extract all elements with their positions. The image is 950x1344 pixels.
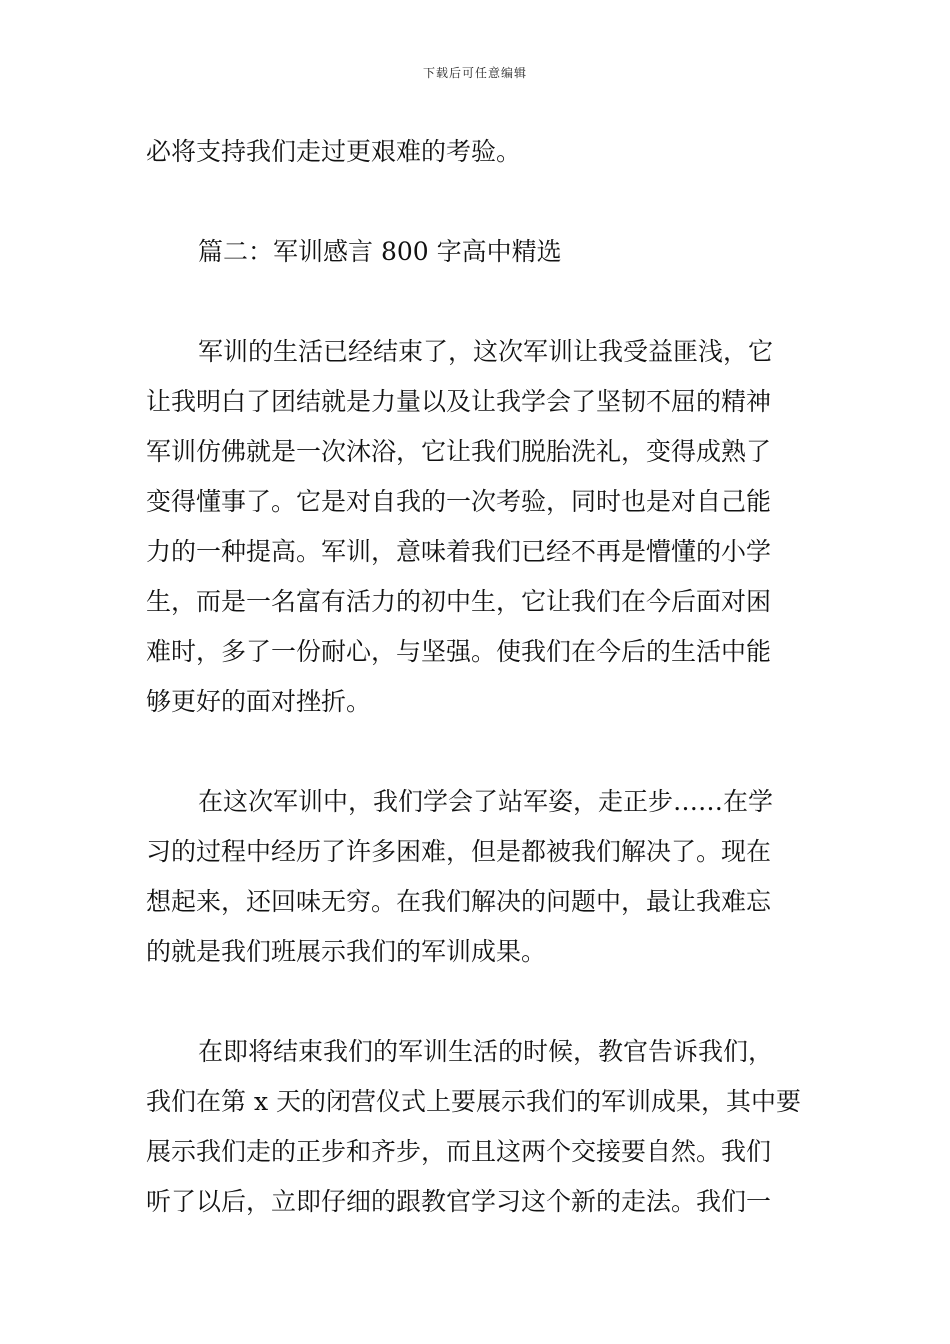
document-body — [146, 127, 810, 1227]
paragraph-gap — [146, 727, 810, 777]
text-line: 军训仿佛就是一次沐浴，它让我们脱胎洗礼，变得成熟了 — [146, 437, 772, 466]
text-line: 必将支持我们走过更艰难的考验。 — [146, 137, 522, 166]
text-line: 想起来，还回味无穷。在我们解决的问题中，最让我难忘 — [146, 887, 772, 916]
text-line: 够更好的面对挫折。 — [146, 687, 372, 716]
text-line: 的就是我们班展示我们的军训成果。 — [146, 937, 547, 966]
text-line: 在即将结束我们的军训生活的时候，教官告诉我们， — [198, 1037, 774, 1066]
paragraph-gap — [146, 977, 810, 1027]
text-line: 让我明白了团结就是力量以及让我学会了坚韧不屈的精神 — [146, 387, 772, 416]
text-line: 力的一种提高。军训，意味着我们已经不再是懵懂的小学 — [146, 537, 772, 566]
text-line: 展示我们走的正步和齐步，而且这两个交接要自然。我们 — [146, 1137, 772, 1166]
paragraph-gap — [146, 277, 810, 327]
section-heading: 篇二：军训感言 800 字高中精选 — [198, 237, 562, 266]
text-line: 听了以后，立即仔细的跟教官学习这个新的走法。我们一 — [146, 1187, 772, 1216]
text-line: 习的过程中经历了许多困难，但是都被我们解决了。现在 — [146, 837, 772, 866]
text-line: 我们在第 x 天的闭营仪式上要展示我们的军训成果，其中要 — [146, 1087, 801, 1116]
text-line: 在这次军训中，我们学会了站军姿，走正步……在学 — [198, 787, 774, 816]
page-header: 下载后可任意编辑 — [422, 66, 527, 80]
text-line: 变得懂事了。它是对自我的一次考验，同时也是对自己能 — [146, 487, 772, 516]
text-line: 军训的生活已经结束了，这次军训让我受益匪浅，它 — [198, 337, 774, 366]
text-line: 难时，多了一份耐心，与坚强。使我们在今后的生活中能 — [146, 637, 772, 666]
paragraph-gap — [146, 177, 810, 227]
text-line: 生，而是一名富有活力的初中生，它让我们在今后面对困 — [146, 587, 772, 616]
